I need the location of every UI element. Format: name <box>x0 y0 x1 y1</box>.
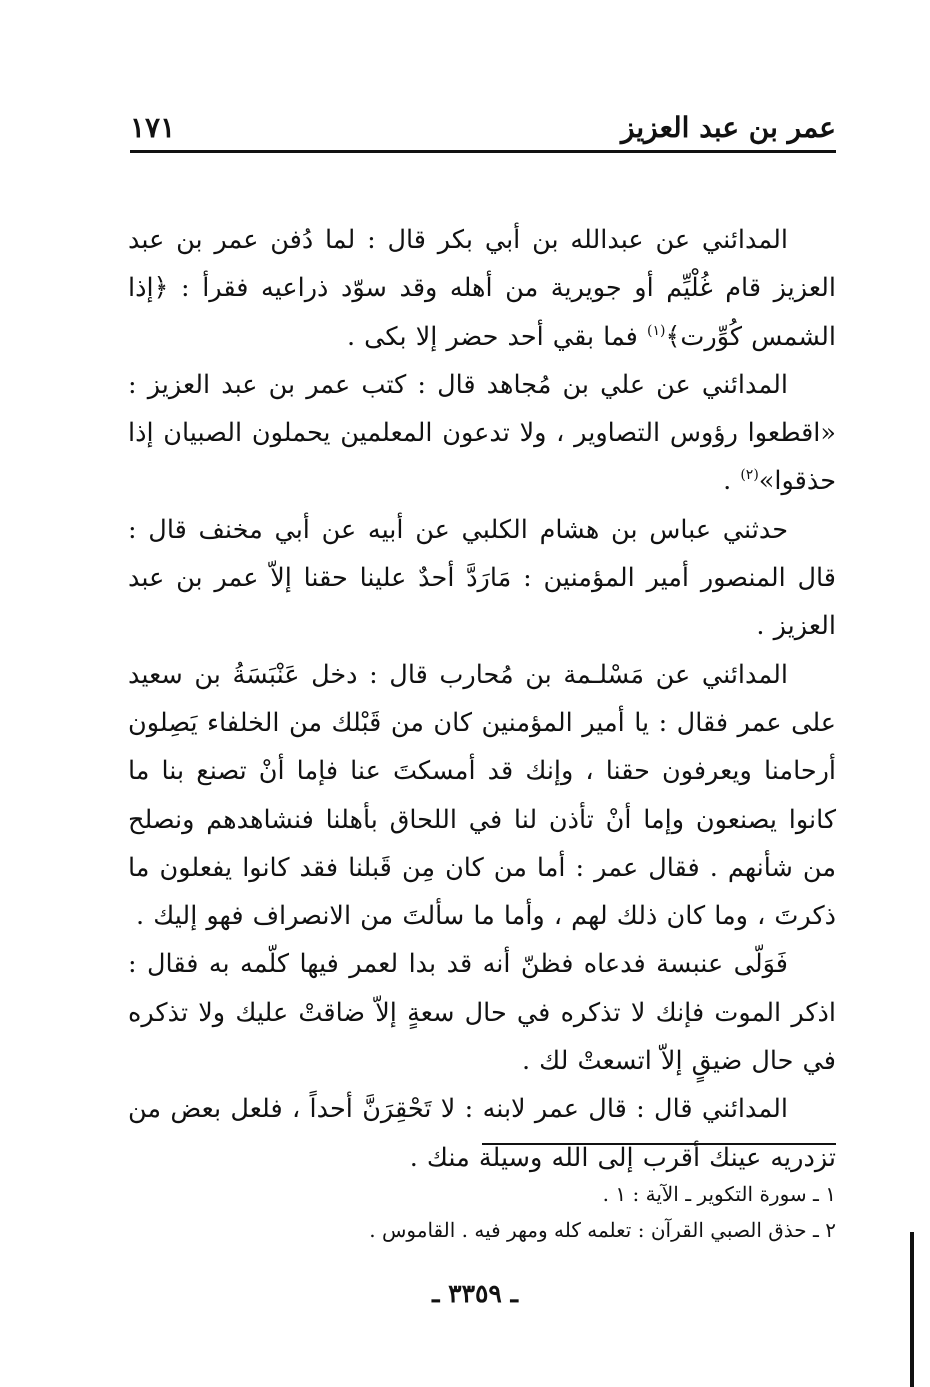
running-header <box>130 108 836 148</box>
paragraph-text: فما بقي أحد حضر إلا بكى . <box>346 321 638 352</box>
paragraph-text: المدائني عن عبدالله بن أبي بكر قال : لما دُفن عمر بن عبد العزيز قام غُلْيِّم أو جويرية من أهله وقد سوّد ذراعيه فقرأ : ﴿إذا الشمس كُوِّرت﴾ <box>128 225 836 352</box>
paragraph <box>128 216 836 361</box>
paragraph <box>128 361 836 506</box>
footnote: ٢ ـ حذق الصبي القرآن : تعلمه كله ومهر فيه . القاموس . <box>369 1218 836 1242</box>
paragraph: حدثني عباس بن هشام الكلبي عن أبيه عن أبي مخنف قال : قال المنصور أمير المؤمنين : مَارَدَّ أحدٌ علينا حقنا إلاّ عمر بن عبد العزيز . <box>128 514 836 642</box>
paragraph: فَوَلّى عنبسة فدعاه فظنّ أنه قد بدا لعمر فيها كلّمه به فقال : اذكر الموت فإنك لا تذكره في حال سعةٍ إلاّ ضاقتْ عليك ولا تذكره في حال ضيقٍ إلاّ اتسعتْ لك . <box>128 949 836 1077</box>
paragraph: المدائني عن مَسْلـمة بن مُحارب قال : دخل عَنْبَسَةُ بن سعيد على عمر فقال : يا أمير المؤمنين كان من قَبْلك من الخلفاء يَصِلون أرحامنا ويعرفون حقنا ، وإنك قد أمسكتَ عنا فإما أنْ تصنع بنا ما كانوا يصنعون وإما أنْ تأذن لنا في اللحاق بأهلنا فنشاهدهم ونصلح من شأنهم . فقال عمر : أما من كان مِن قَبلنا فقد كانوا يفعلون ما ذكرتَ ، وما كان ذلك لهم ، وأما ما سألتَ من الانصراف فهو إليك . <box>128 659 836 932</box>
footnote-ref: (١) <box>646 322 666 339</box>
main-text <box>128 216 836 1182</box>
paragraph: المدائني قال : قال عمر لابنه : لا تَحْقِرَنَّ أحداً ، فلعل بعض من تزدريه عينك أقرب إلى الله وسيلة منك . <box>128 1094 836 1173</box>
paragraph-text: . <box>723 466 741 497</box>
footnote: ١ ـ سورة التكوير ـ الآية : ١ . <box>602 1182 836 1206</box>
footnote-rule <box>482 1143 836 1145</box>
page-number: ١٧١ <box>130 111 176 144</box>
footnotes <box>300 1176 836 1248</box>
series-page-number: ـ ٣٣٥٩ ـ <box>432 1279 518 1308</box>
scan-edge-mark <box>910 1232 914 1387</box>
paragraph-text: المدائني عن علي بن مُجاهد قال : كتب عمر بن عبد العزيز : «اقطعوا رؤوس التصاوير ، ولا تدعون المعلمين يحملون الصبيان إذا حذقوا» <box>128 369 836 497</box>
running-title: عمر بن عبد العزيز <box>620 111 836 144</box>
footnote-ref: (٢) <box>740 467 759 484</box>
header-rule <box>130 150 836 153</box>
